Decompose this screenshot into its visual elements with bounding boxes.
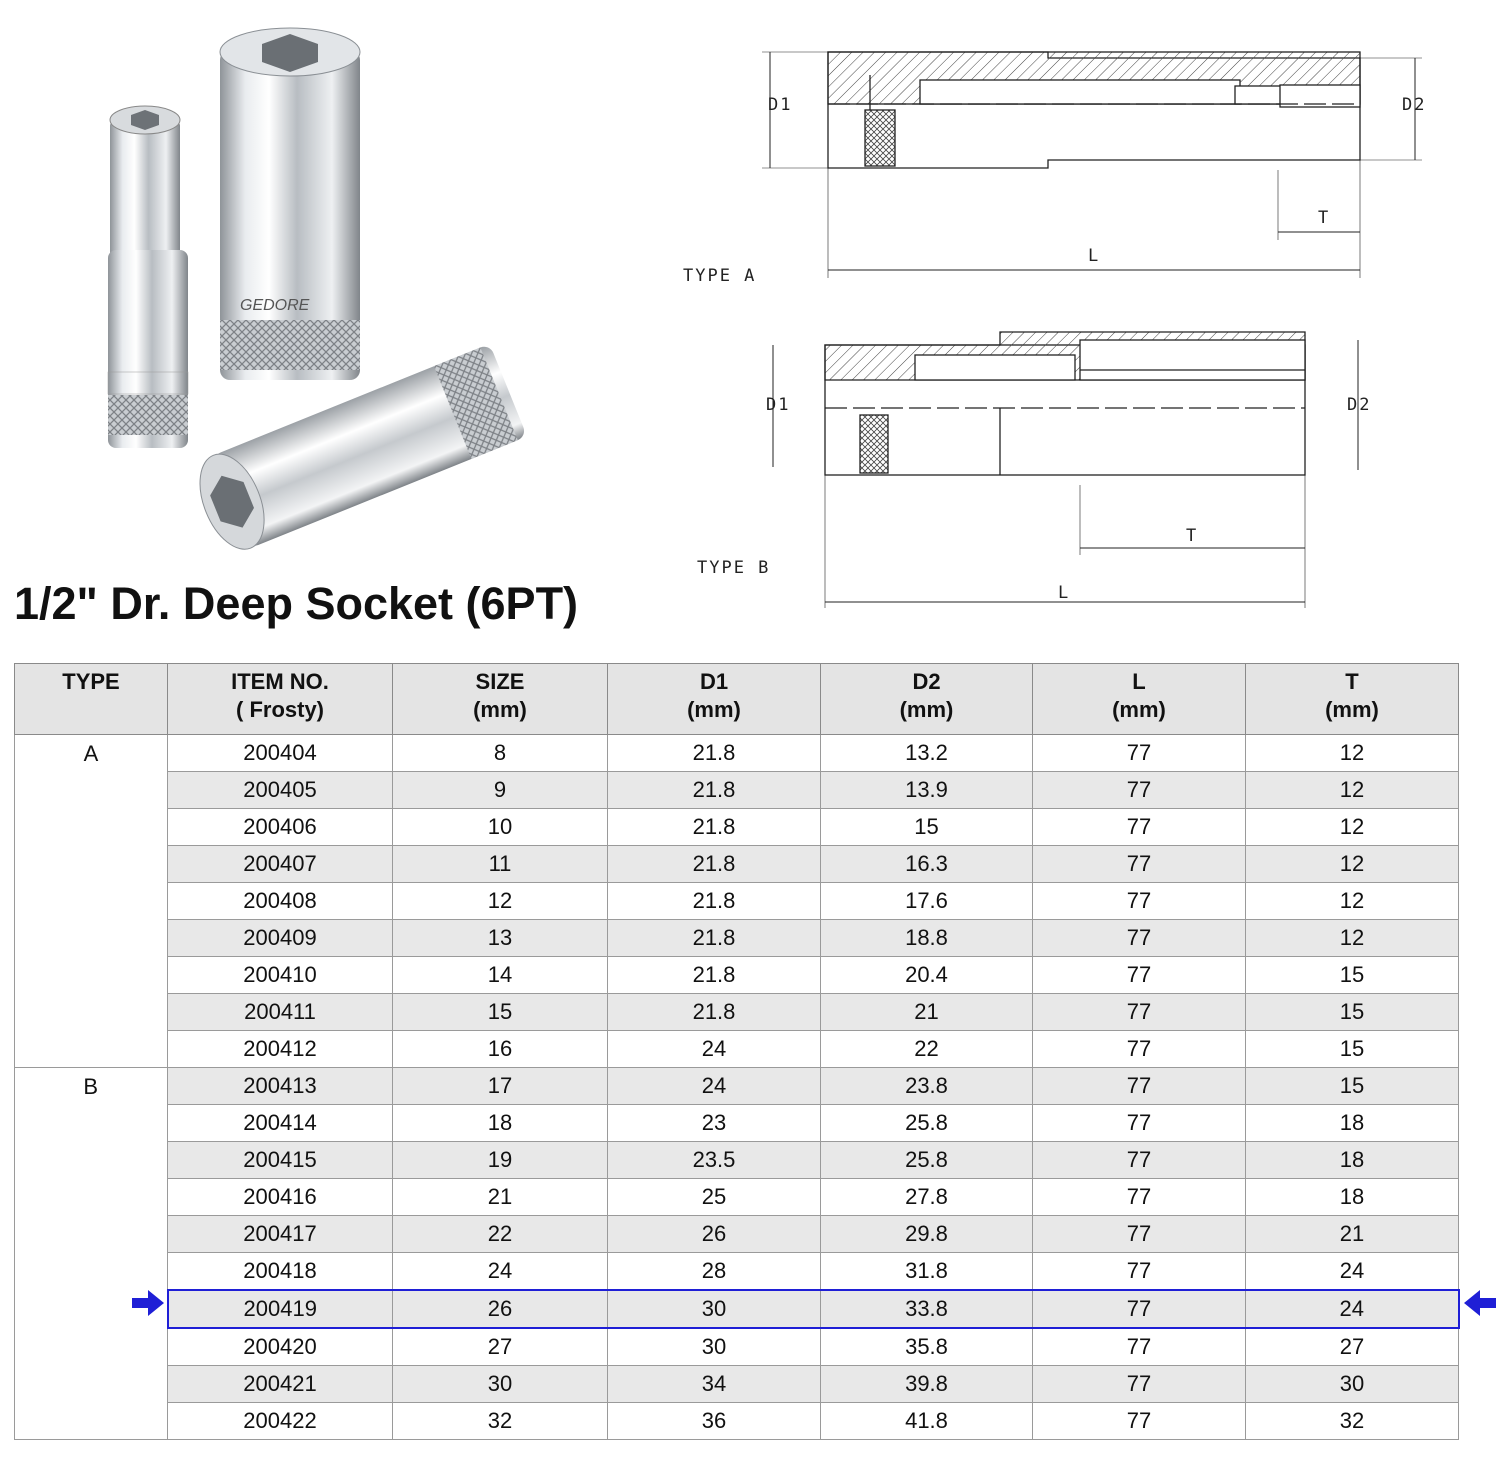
type-a-caption: TYPE A [683,266,757,286]
table-cell: 21.8 [608,994,821,1031]
table-cell: 16 [393,1031,608,1068]
table-cell: 200407 [168,846,393,883]
table-cell: 77 [1033,1253,1246,1291]
table-cell: 31.8 [821,1253,1033,1291]
table-cell: 77 [1033,1216,1246,1253]
table-row [15,1105,1459,1142]
table-cell: 200409 [168,920,393,957]
table-cell: 77 [1033,920,1246,957]
type-a-d2-label: D2 [1402,95,1427,115]
table-cell: 200420 [168,1328,393,1366]
table-cell: 8 [393,735,608,772]
type-a-drawing [762,52,1422,278]
table-cell: 24 [608,1068,821,1105]
table-cell: 21.8 [608,957,821,994]
table-cell: 14 [393,957,608,994]
type-a-l-label: L [1088,246,1101,266]
type-cell: A [15,735,168,1068]
table-cell: 13.9 [821,772,1033,809]
table-cell: 41.8 [821,1403,1033,1440]
table-row-highlighted [15,1290,1459,1328]
table-cell: 24 [1246,1253,1459,1291]
type-b-d1-label: D1 [766,395,791,415]
table-cell: 10 [393,809,608,846]
table-cell: 21.8 [608,809,821,846]
table-cell: 200411 [168,994,393,1031]
table-cell: 25.8 [821,1142,1033,1179]
table-cell: 77 [1033,772,1246,809]
table-cell: 30 [608,1290,821,1328]
table-cell: 23 [608,1105,821,1142]
table-row [15,1031,1459,1068]
table-row [15,1179,1459,1216]
technical-drawing [670,30,1430,630]
column-header-unit: (mm) [687,697,741,722]
table-cell: 27 [393,1328,608,1366]
table-cell: 77 [1033,994,1246,1031]
table-row [15,1142,1459,1179]
table-cell: 77 [1033,1366,1246,1403]
table-cell: 21 [393,1179,608,1216]
table-cell: 77 [1033,846,1246,883]
product-photo [90,20,550,560]
table-row [15,994,1459,1031]
table-cell: 27.8 [821,1179,1033,1216]
table-cell: 12 [1246,772,1459,809]
column-header-unit: (mm) [899,697,954,722]
column-header-unit: (mm) [1112,697,1166,722]
table-cell: 9 [393,772,608,809]
table-cell: 77 [1033,957,1246,994]
column-header-unit: (mm) [1325,697,1379,722]
table-cell: 200416 [168,1179,393,1216]
table-row [15,772,1459,809]
table-cell: 200414 [168,1105,393,1142]
table-cell: 77 [1033,1403,1246,1440]
table-cell: 13.2 [821,735,1033,772]
column-header [15,664,168,735]
table-cell: 200421 [168,1366,393,1403]
table-cell: 21.8 [608,883,821,920]
table-cell: 200417 [168,1216,393,1253]
column-header-title: ITEM NO. [231,669,329,694]
table-cell: 15 [1246,957,1459,994]
table-cell: 200410 [168,957,393,994]
table-cell: 77 [1033,1290,1246,1328]
spec-table [14,663,1460,1440]
table-header-row [15,664,1459,735]
svg-text:GEDORE: GEDORE [240,297,310,314]
table-cell: 33.8 [821,1290,1033,1328]
table-cell: 28 [608,1253,821,1291]
table-cell: 200406 [168,809,393,846]
column-header-unit: (mm) [473,697,527,722]
column-header [821,664,1033,735]
table-cell: 20.4 [821,957,1033,994]
table-cell: 77 [1033,1179,1246,1216]
table-cell: 30 [393,1366,608,1403]
table-cell: 200412 [168,1031,393,1068]
table-cell: 29.8 [821,1216,1033,1253]
column-header [1033,664,1246,735]
table-cell: 18.8 [821,920,1033,957]
table-cell: 26 [608,1216,821,1253]
table-cell: 25.8 [821,1105,1033,1142]
table-cell: 77 [1033,1105,1246,1142]
table-cell: 77 [1033,1328,1246,1366]
table-cell: 21 [821,994,1033,1031]
table-cell: 22 [393,1216,608,1253]
table-row [15,735,1459,772]
table-row [15,809,1459,846]
table-cell: 18 [393,1105,608,1142]
table-cell: 12 [1246,846,1459,883]
table-row [15,920,1459,957]
small-socket [108,106,188,448]
table-cell: 25 [608,1179,821,1216]
table-cell: 21 [1246,1216,1459,1253]
table-cell: 26 [393,1290,608,1328]
table-row [15,1403,1459,1440]
type-b-d2-label: D2 [1347,395,1372,415]
column-header-unit: ( Frosty) [236,697,324,722]
table-cell: 200408 [168,883,393,920]
table-row [15,883,1459,920]
table-cell: 21.8 [608,735,821,772]
type-b-caption: TYPE B [697,558,771,578]
type-b-drawing [773,332,1358,608]
table-cell: 15 [1246,994,1459,1031]
table-cell: 39.8 [821,1366,1033,1403]
type-b-l-label: L [1058,583,1071,603]
type-b-t-label: T [1186,526,1199,546]
table-cell: 19 [393,1142,608,1179]
table-row [15,1068,1459,1105]
table-cell: 12 [1246,735,1459,772]
table-row [15,1253,1459,1291]
table-cell: 12 [393,883,608,920]
table-row [15,1328,1459,1366]
table-cell: 27 [1246,1328,1459,1366]
table-cell: 18 [1246,1105,1459,1142]
tall-socket [220,28,360,380]
table-cell: 200413 [168,1068,393,1105]
table-cell: 15 [821,809,1033,846]
column-header-title: L [1132,669,1146,694]
table-cell: 23.8 [821,1068,1033,1105]
table-row [15,846,1459,883]
table-row [15,1366,1459,1403]
column-header-title: TYPE [62,669,120,694]
table-cell: 13 [393,920,608,957]
table-cell: 200422 [168,1403,393,1440]
column-header-title: SIZE [475,669,525,694]
table-cell: 24 [1246,1290,1459,1328]
table-cell: 24 [608,1031,821,1068]
table-cell: 21.8 [608,846,821,883]
arrow-right-icon [132,1290,164,1316]
table-cell: 77 [1033,735,1246,772]
table-cell: 32 [1246,1403,1459,1440]
table-cell: 77 [1033,1031,1246,1068]
table-cell: 200418 [168,1253,393,1291]
table-cell: 17 [393,1068,608,1105]
column-header-title: D1 [699,669,729,694]
table-cell: 16.3 [821,846,1033,883]
table-cell: 200405 [168,772,393,809]
table-cell: 30 [608,1328,821,1366]
table-cell: 77 [1033,809,1246,846]
table-cell: 11 [393,846,608,883]
column-header [168,664,393,735]
table-cell: 200419 [168,1290,393,1328]
table-cell: 12 [1246,883,1459,920]
table-cell: 23.5 [608,1142,821,1179]
column-header [608,664,821,735]
table-cell: 18 [1246,1142,1459,1179]
table-body [15,735,1459,1440]
table-cell: 36 [608,1403,821,1440]
table-cell: 32 [393,1403,608,1440]
table-cell: 17.6 [821,883,1033,920]
column-header [393,664,608,735]
table-cell: 15 [393,994,608,1031]
table-cell: 24 [393,1253,608,1291]
table-cell: 77 [1033,883,1246,920]
table-cell: 15 [1246,1068,1459,1105]
table-cell: 21.8 [608,772,821,809]
table-cell: 34 [608,1366,821,1403]
table-cell: 21.8 [608,920,821,957]
table-cell: 200415 [168,1142,393,1179]
table-row [15,957,1459,994]
type-cell: B [15,1068,168,1440]
table-cell: 12 [1246,809,1459,846]
column-header-title: D2 [912,669,941,694]
table-cell: 200404 [168,735,393,772]
table-cell: 77 [1033,1068,1246,1105]
arrow-left-icon [1464,1290,1496,1316]
type-a-t-label: T [1318,208,1331,228]
column-header [1246,664,1459,735]
table-cell: 77 [1033,1142,1246,1179]
table-cell: 35.8 [821,1328,1033,1366]
table-cell: 30 [1246,1366,1459,1403]
product-title: 1/2" Dr. Deep Socket (6PT) [14,578,579,629]
table-cell: 15 [1246,1031,1459,1068]
table-cell: 22 [821,1031,1033,1068]
table-row [15,1216,1459,1253]
table-cell: 18 [1246,1179,1459,1216]
column-header-title: T [1345,669,1359,694]
table-cell: 12 [1246,920,1459,957]
type-a-d1-label: D1 [768,95,793,115]
